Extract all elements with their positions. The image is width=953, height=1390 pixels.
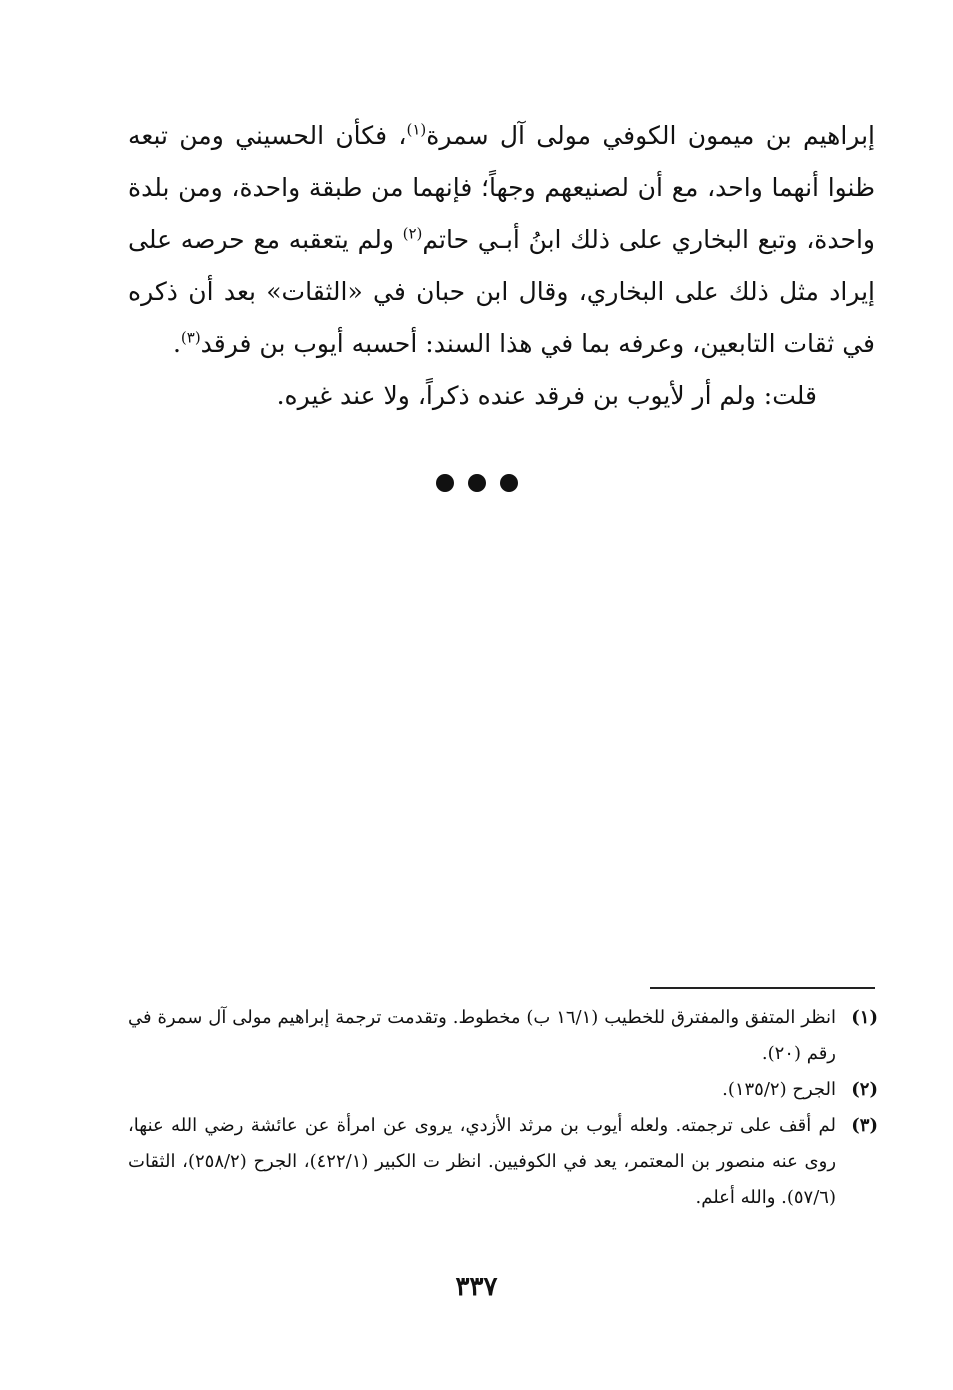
footnote-ref-1[interactable]: (١)	[406, 120, 427, 139]
divider-dot	[468, 474, 486, 492]
paragraph-2: قلت: ولم أر لأيوب بن فرقد عنده ذكراً، ولا عند غيره.	[276, 381, 817, 410]
footnote-2-number: (٢)	[851, 1079, 878, 1100]
footnote-3-text: لم أقف على ترجمته. ولعله أيوب بن مرثد الأزدي، يروى عن امرأة عن عائشة رضي الله عنها، روى عنه منصور بن المعتمر، يعد في الكوفيين. انظر ت الكبير (٤٢٢/١)، الجرح (٢٥٨/٢)، الثقات (٥٧/٦). والله أعلم.	[128, 1115, 837, 1208]
main-text	[128, 110, 875, 422]
paragraph-1-part-2: ، فكأن الحسيني ومن تبعه ظنوا أنهما واحد، مع أن لصنيعهم وجهاً؛ فإنهما من طبقة واحدة، ومن بلدة واحدة، وتبع البخاري على ذلك ابنُ أبـي حاتم	[128, 121, 876, 254]
footnote-1	[128, 1000, 878, 1072]
paragraph-1	[128, 110, 875, 370]
paragraph-1-part-1: إبراهيم بن ميمون الكوفي مولى آل سمرة	[426, 121, 876, 150]
footnote-ref-2[interactable]: (٢)	[402, 224, 423, 243]
section-divider	[0, 474, 953, 492]
footnote-1-text: انظر المتفق والمفترق للخطيب (١٦/١ ب) مخطوط. وتقدمت ترجمة إبراهيم مولى آل سمرة في رقم (٢٠).	[128, 1007, 836, 1064]
footnote-1-number: (١)	[851, 1007, 878, 1028]
footnote-3	[128, 1108, 878, 1216]
footnotes	[128, 1000, 878, 1216]
paragraph-1-part-4: .	[172, 329, 181, 358]
page-number: ٣٣٧	[455, 1272, 498, 1302]
footnote-3-number: (٣)	[851, 1115, 878, 1136]
footnote-separator	[650, 987, 875, 989]
paragraph-1-part-3: ولم يتعقبه مع حرصه على إيراد مثل ذلك على البخاري، وقال ابن حبان في «الثقات» بعد أن ذكره في ثقات التابعين، وعرفه بما في هذا السند: أحسبه أيوب بن فرقد	[128, 225, 875, 358]
footnote-2	[128, 1072, 878, 1108]
divider-dot	[500, 474, 518, 492]
footnote-ref-3[interactable]: (٣)	[180, 328, 201, 347]
footnote-2-text: الجرح (١٣٥/٢).	[722, 1079, 836, 1100]
divider-dot	[436, 474, 454, 492]
